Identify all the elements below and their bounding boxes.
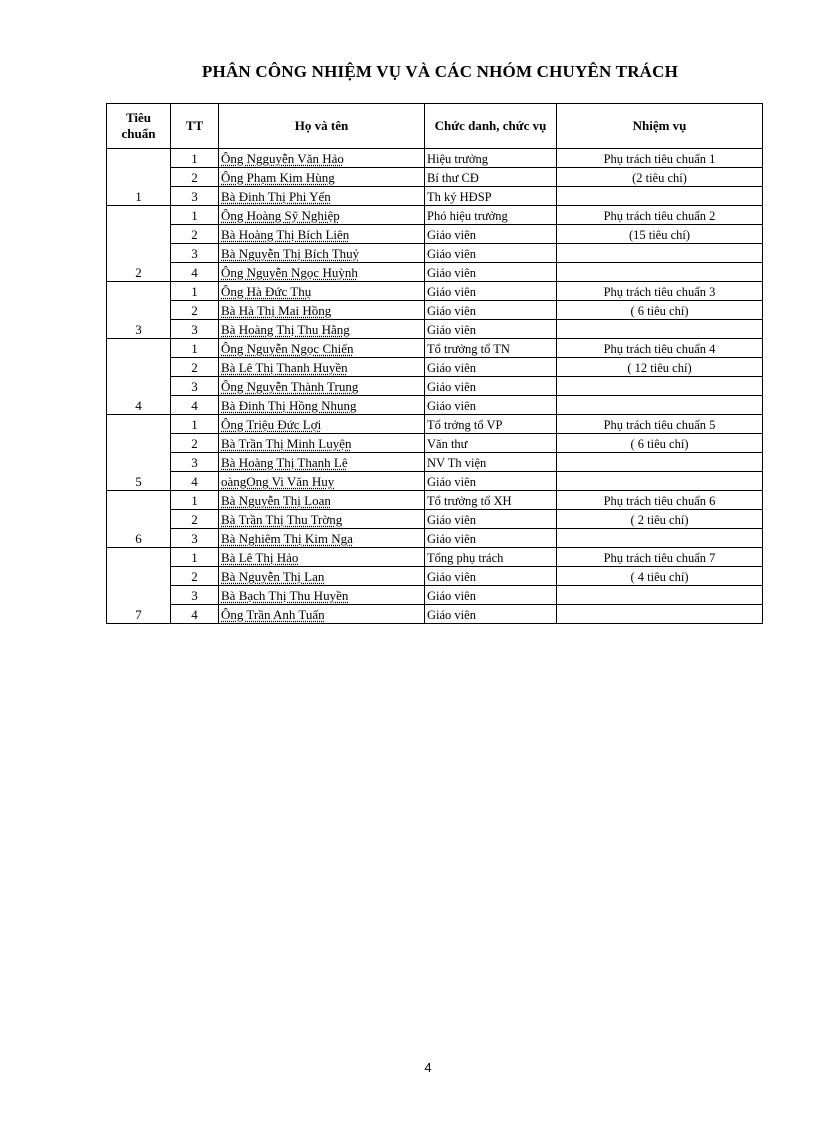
table-row — [107, 358, 763, 377]
member-role-cell: Giáo viên — [425, 301, 557, 320]
table-row — [107, 206, 763, 225]
task-cell — [557, 377, 763, 396]
task-cell — [557, 263, 763, 282]
member-role-cell: Tổng phụ trách — [425, 548, 557, 567]
page-title: PHÂN CÔNG NHIỆM VỤ VÀ CÁC NHÓM CHUYÊN TRÁCH — [201, 62, 679, 81]
table-row — [107, 415, 763, 434]
tt-cell: 2 — [171, 434, 219, 453]
tt-cell: 3 — [171, 187, 219, 206]
member-role-cell: Giáo viên — [425, 529, 557, 548]
member-name-cell: Ông Ngguyễn Văn Hảo — [219, 149, 425, 168]
task-cell — [557, 453, 763, 472]
tt-cell: 3 — [171, 377, 219, 396]
task-cell: ( 6 tiêu chí) — [557, 301, 763, 320]
task-cell: Phụ trách tiêu chuẩn 3 — [557, 282, 763, 301]
task-cell — [557, 586, 763, 605]
table-row — [107, 567, 763, 586]
member-role-cell: NV Th viện — [425, 453, 557, 472]
header-role: Chức danh, chức vụ — [425, 104, 557, 149]
member-name-cell: Ông Phạm Kim Hùng — [219, 168, 425, 187]
header-name: Họ và tên — [219, 104, 425, 149]
member-role-cell: Giáo viên — [425, 320, 557, 339]
tt-cell: 1 — [171, 149, 219, 168]
tt-cell: 4 — [171, 396, 219, 415]
member-role-cell: Giáo viên — [425, 605, 557, 624]
member-role-cell: Giáo viên — [425, 263, 557, 282]
table-row — [107, 339, 763, 358]
task-cell — [557, 605, 763, 624]
member-name-cell: Bà Đinh Thị Phi Yến — [219, 187, 425, 206]
member-name-cell: Bà Hoàng Thị Bích Liên — [219, 225, 425, 244]
member-name-cell: Bà Lê Thị Hảo — [219, 548, 425, 567]
member-role-cell: Giáo viên — [425, 377, 557, 396]
member-role-cell: Giáo viên — [425, 510, 557, 529]
member-name-cell: oàngOng Vi Văn Huy — [219, 472, 425, 491]
member-name-cell: Bà Hoàng Thị Thanh Lê — [219, 453, 425, 472]
task-cell: (15 tiêu chí) — [557, 225, 763, 244]
tt-cell: 4 — [171, 472, 219, 491]
task-cell: ( 6 tiêu chí) — [557, 434, 763, 453]
standard-cell: 3 — [107, 282, 171, 339]
table-row — [107, 301, 763, 320]
tt-cell: 2 — [171, 510, 219, 529]
member-name-cell: Ông Triệu Đức Lợi — [219, 415, 425, 434]
table-body — [107, 149, 763, 624]
member-role-cell: Giáo viên — [425, 472, 557, 491]
member-name-cell: Bà Trần Thị Minh Luyện — [219, 434, 425, 453]
member-name-cell: Bà Nguyễn Thị Lan — [219, 567, 425, 586]
standard-cell: 1 — [107, 149, 171, 206]
table-row — [107, 491, 763, 510]
table-row — [107, 244, 763, 263]
task-cell — [557, 529, 763, 548]
table-row — [107, 548, 763, 567]
task-cell — [557, 187, 763, 206]
member-name-cell: Ông Trần Anh Tuấn — [219, 605, 425, 624]
member-name-cell: Bà Bạch Thị Thu Huyền — [219, 586, 425, 605]
task-cell: Phụ trách tiêu chuẩn 7 — [557, 548, 763, 567]
member-role-cell: Hiệu trưởng — [425, 149, 557, 168]
member-role-cell: Giáo viên — [425, 358, 557, 377]
member-name-cell: Ông Nguyễn Thành Trung — [219, 377, 425, 396]
standard-cell: 2 — [107, 206, 171, 282]
header-tt: TT — [171, 104, 219, 149]
table-row — [107, 396, 763, 415]
standard-cell: 5 — [107, 415, 171, 491]
table-row — [107, 434, 763, 453]
table-row — [107, 149, 763, 168]
member-name-cell: Bà Hoàng Thị Thu Hằng — [219, 320, 425, 339]
tt-cell: 2 — [171, 567, 219, 586]
table-row — [107, 263, 763, 282]
task-cell — [557, 244, 763, 263]
tt-cell: 3 — [171, 244, 219, 263]
member-name-cell: Bà Hà Thị Mai Hồng — [219, 301, 425, 320]
table-row — [107, 586, 763, 605]
tt-cell: 1 — [171, 491, 219, 510]
tt-cell: 2 — [171, 358, 219, 377]
member-role-cell: Tổ trưởng tổ TN — [425, 339, 557, 358]
table-row — [107, 472, 763, 491]
task-cell: Phụ trách tiêu chuẩn 5 — [557, 415, 763, 434]
member-name-cell: Ông Hoàng Sỹ Nghiệp — [219, 206, 425, 225]
table-row — [107, 168, 763, 187]
task-cell: ( 2 tiêu chí) — [557, 510, 763, 529]
task-cell: Phụ trách tiêu chuẩn 2 — [557, 206, 763, 225]
member-name-cell: Bà Nguyễn Thị Bích Thuỷ — [219, 244, 425, 263]
table-header-row — [107, 104, 763, 149]
task-cell: ( 4 tiêu chí) — [557, 567, 763, 586]
member-role-cell: Giáo viên — [425, 586, 557, 605]
task-cell: Phụ trách tiêu chuẩn 6 — [557, 491, 763, 510]
table-row — [107, 510, 763, 529]
task-cell — [557, 396, 763, 415]
table-row — [107, 453, 763, 472]
member-name-cell: Ông Hà Đức Thụ — [219, 282, 425, 301]
standard-cell: 4 — [107, 339, 171, 415]
member-role-cell: Bí thư CĐ — [425, 168, 557, 187]
tt-cell: 2 — [171, 301, 219, 320]
table-row — [107, 605, 763, 624]
tt-cell: 2 — [171, 168, 219, 187]
member-role-cell: Tổ trưởng tổ XH — [425, 491, 557, 510]
tt-cell: 4 — [171, 605, 219, 624]
header-standard: Tiêu chuẩn — [107, 104, 171, 149]
member-name-cell: Bà Trần Thị Thu Trờng — [219, 510, 425, 529]
member-role-cell: Văn thư — [425, 434, 557, 453]
tt-cell: 1 — [171, 339, 219, 358]
header-task: Nhiệm vụ — [557, 104, 763, 149]
task-cell: ( 12 tiêu chí) — [557, 358, 763, 377]
member-name-cell: Ông Nguyễn Ngọc Chiến — [219, 339, 425, 358]
tt-cell: 1 — [171, 548, 219, 567]
tt-cell: 3 — [171, 586, 219, 605]
member-name-cell: Bà Nghiêm Thị Kim Nga — [219, 529, 425, 548]
member-role-cell: Giáo viên — [425, 282, 557, 301]
member-role-cell: Giáo viên — [425, 244, 557, 263]
task-cell: (2 tiêu chí) — [557, 168, 763, 187]
table-row — [107, 529, 763, 548]
task-cell: Phụ trách tiêu chuẩn 4 — [557, 339, 763, 358]
member-name-cell: Bà Đinh Thị Hồng Nhung — [219, 396, 425, 415]
table-row — [107, 187, 763, 206]
standard-cell: 6 — [107, 491, 171, 548]
table-row — [107, 377, 763, 396]
member-role-cell: Phó hiệu trưởng — [425, 206, 557, 225]
assignment-table — [106, 103, 763, 624]
tt-cell: 3 — [171, 453, 219, 472]
standard-cell: 7 — [107, 548, 171, 624]
tt-cell: 1 — [171, 206, 219, 225]
task-cell — [557, 472, 763, 491]
member-role-cell: Th ký HĐSP — [425, 187, 557, 206]
task-cell: Phụ trách tiêu chuẩn 1 — [557, 149, 763, 168]
member-name-cell: Bà Lê Thị Thanh Huyền — [219, 358, 425, 377]
table-row — [107, 282, 763, 301]
member-role-cell: Giáo viên — [425, 396, 557, 415]
member-name-cell: Bà Nguyễn Thị Loan — [219, 491, 425, 510]
table-row — [107, 225, 763, 244]
member-role-cell: Giáo viên — [425, 225, 557, 244]
page-number: 4 — [424, 1060, 432, 1075]
member-role-cell: Tổ trởng tổ VP — [425, 415, 557, 434]
tt-cell: 1 — [171, 282, 219, 301]
member-role-cell: Giáo viên — [425, 567, 557, 586]
tt-cell: 4 — [171, 263, 219, 282]
tt-cell: 1 — [171, 415, 219, 434]
task-cell — [557, 320, 763, 339]
tt-cell: 3 — [171, 320, 219, 339]
member-name-cell: Ông Nguyễn Ngọc Huỳnh — [219, 263, 425, 282]
tt-cell: 2 — [171, 225, 219, 244]
table-row — [107, 320, 763, 339]
tt-cell: 3 — [171, 529, 219, 548]
